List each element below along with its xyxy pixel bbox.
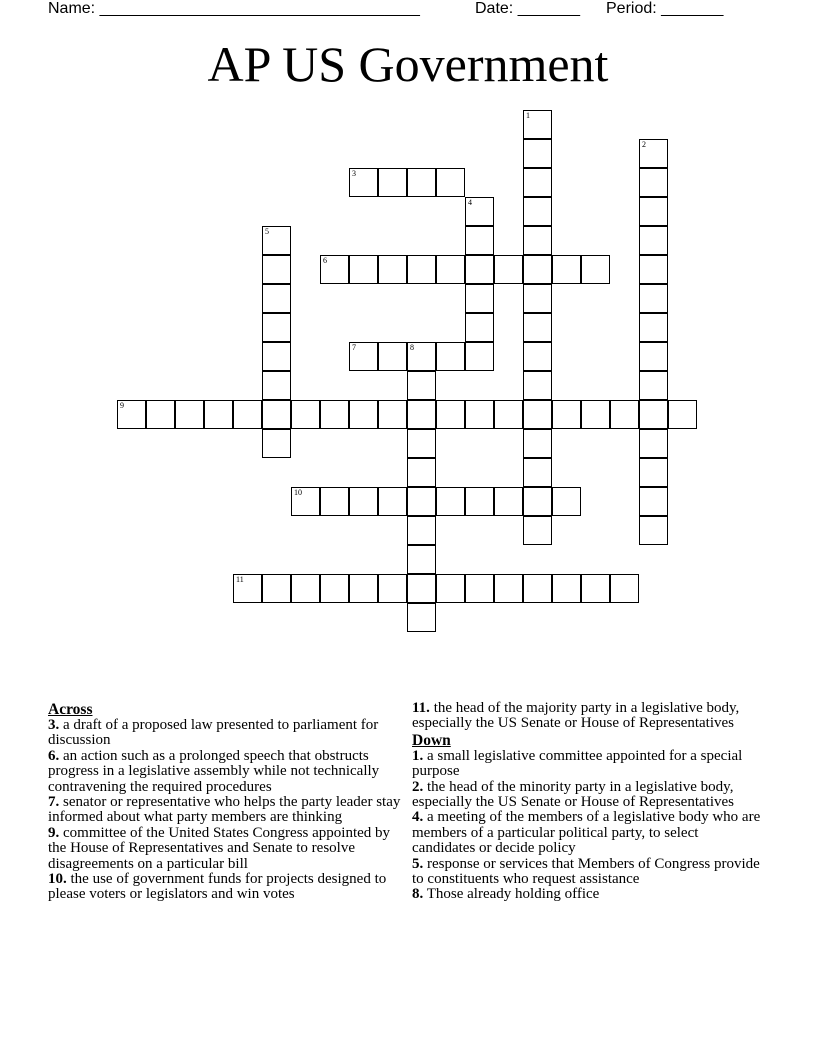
grid-cell[interactable] xyxy=(523,342,552,371)
grid-cell[interactable] xyxy=(291,574,320,603)
grid-cell[interactable] xyxy=(204,400,233,429)
cell-number: 7 xyxy=(352,343,356,352)
clue-text: the head of the minority party in a legislative body, especially the US Senate or House of Representatives xyxy=(412,778,734,811)
clue-text: a small legislative committee appointed for a special purpose xyxy=(412,747,743,780)
grid-cell[interactable] xyxy=(581,574,610,603)
grid-cell[interactable] xyxy=(146,400,175,429)
grid-cell[interactable] xyxy=(407,168,436,197)
across-clue-3 xyxy=(48,718,404,749)
clue-number: 2. xyxy=(412,778,424,795)
across-clue-9 xyxy=(48,826,404,872)
across-clue-10 xyxy=(48,872,404,903)
grid-cell[interactable] xyxy=(175,400,204,429)
across-clue-6 xyxy=(48,749,404,795)
page-title: AP US Government xyxy=(207,36,609,92)
cell-number: 6 xyxy=(323,256,327,265)
grid-cell[interactable] xyxy=(639,429,668,458)
grid-cell[interactable] xyxy=(320,400,349,429)
clue-number: 6. xyxy=(48,747,60,764)
grid-cell[interactable] xyxy=(262,313,291,342)
grid-cell[interactable] xyxy=(639,226,668,255)
cell-number: 8 xyxy=(410,343,414,352)
grid-cell[interactable] xyxy=(291,400,320,429)
grid-cell[interactable] xyxy=(523,168,552,197)
clue-text: senator or representative who helps the party leader stay informed about what party members are thinking xyxy=(48,794,401,826)
clue-number: 10. xyxy=(48,871,67,888)
grid-cell[interactable] xyxy=(523,226,552,255)
clue-number: 11. xyxy=(412,700,430,716)
down-clue-2 xyxy=(412,780,764,811)
grid-cell[interactable] xyxy=(523,516,552,545)
date-field-label: Date: _______ xyxy=(475,0,580,17)
grid-cell[interactable] xyxy=(465,284,494,313)
grid-cell[interactable] xyxy=(117,400,146,429)
across-clue-7 xyxy=(48,795,404,826)
clue-text: response or services that Members of Congress provide to constituents who request assistance xyxy=(412,855,760,888)
grid-cell[interactable] xyxy=(465,313,494,342)
down-heading: Down xyxy=(412,731,451,749)
grid-cell[interactable] xyxy=(552,400,581,429)
clue-number: 5. xyxy=(412,855,424,872)
grid-cell[interactable] xyxy=(668,400,697,429)
grid-cell[interactable] xyxy=(436,574,465,603)
grid-cell[interactable] xyxy=(349,400,378,429)
grid-cell[interactable] xyxy=(523,574,552,603)
grid-cell[interactable] xyxy=(523,400,552,429)
clue-number: 3. xyxy=(48,717,60,733)
grid-cell[interactable] xyxy=(407,342,436,371)
clues-column-right xyxy=(412,701,764,903)
cell-number: 4 xyxy=(468,198,472,207)
clue-text: the head of the majority party in a legislative body, especially the US Senate or House of Representatives xyxy=(412,700,740,732)
clue-number: 8. xyxy=(412,886,424,903)
grid-cell[interactable] xyxy=(233,574,262,603)
grid-cell[interactable] xyxy=(407,255,436,284)
grid-cell[interactable] xyxy=(494,400,523,429)
grid-cell[interactable] xyxy=(552,574,581,603)
grid-cell[interactable] xyxy=(349,487,378,516)
grid-cell[interactable] xyxy=(378,168,407,197)
grid-cell[interactable] xyxy=(320,255,349,284)
grid-cell[interactable] xyxy=(639,313,668,342)
grid-cell[interactable] xyxy=(639,255,668,284)
down-clue-8 xyxy=(412,887,764,902)
grid-cell[interactable] xyxy=(494,487,523,516)
grid-cell[interactable] xyxy=(581,400,610,429)
cell-number: 3 xyxy=(352,169,356,178)
grid-cell[interactable] xyxy=(407,545,436,574)
grid-cell[interactable] xyxy=(494,574,523,603)
grid-cell[interactable] xyxy=(465,255,494,284)
grid-cell[interactable] xyxy=(610,574,639,603)
grid-cell[interactable] xyxy=(610,400,639,429)
down-clue-5 xyxy=(412,857,764,888)
grid-cell[interactable] xyxy=(262,255,291,284)
clue-text: a meeting of the members of a legislative body who are members of a particular political party, to select candidates or decide policy xyxy=(412,809,761,857)
grid-cell[interactable] xyxy=(523,110,552,139)
grid-cell[interactable] xyxy=(378,574,407,603)
grid-cell[interactable] xyxy=(407,574,436,603)
grid-cell[interactable] xyxy=(639,197,668,226)
down-clue-4 xyxy=(412,810,764,856)
grid-cell[interactable] xyxy=(262,429,291,458)
period-field-label: Period: _______ xyxy=(606,0,724,17)
grid-cell[interactable] xyxy=(552,487,581,516)
grid-cell[interactable] xyxy=(320,574,349,603)
cell-number: 2 xyxy=(642,140,646,149)
clue-number: 4. xyxy=(412,809,424,826)
grid-cell[interactable] xyxy=(436,400,465,429)
grid-cell[interactable] xyxy=(262,574,291,603)
across-heading: Across xyxy=(48,701,93,718)
clue-text: Those already holding office xyxy=(426,886,600,903)
grid-cell[interactable] xyxy=(639,168,668,197)
grid-cell[interactable] xyxy=(523,284,552,313)
clue-number: 9. xyxy=(48,824,60,841)
clue-number: 1. xyxy=(412,747,424,764)
grid-cell[interactable] xyxy=(407,458,436,487)
grid-cell[interactable] xyxy=(523,371,552,400)
cell-number: 10 xyxy=(294,488,302,497)
grid-cell[interactable] xyxy=(407,516,436,545)
grid-cell[interactable] xyxy=(407,371,436,400)
grid-cell[interactable] xyxy=(639,400,668,429)
grid-cell[interactable] xyxy=(523,429,552,458)
grid-cell[interactable] xyxy=(552,255,581,284)
grid-cell[interactable] xyxy=(436,255,465,284)
clue-text: committee of the United States Congress appointed by the House of Representatives and Senate to resolve disagreements on a particular bill xyxy=(48,824,391,872)
cell-number: 9 xyxy=(120,401,124,410)
grid-cell[interactable] xyxy=(436,487,465,516)
grid-cell[interactable] xyxy=(523,313,552,342)
grid-cell[interactable] xyxy=(494,255,523,284)
grid-cell[interactable] xyxy=(465,400,494,429)
grid-cell[interactable] xyxy=(291,487,320,516)
grid-cell[interactable] xyxy=(407,603,436,632)
grid-cell[interactable] xyxy=(639,139,668,168)
grid-cell[interactable] xyxy=(639,516,668,545)
grid-cell[interactable] xyxy=(523,458,552,487)
grid-cell[interactable] xyxy=(378,255,407,284)
clues-column-left xyxy=(48,701,404,903)
grid-cell[interactable] xyxy=(378,400,407,429)
grid-cell[interactable] xyxy=(262,371,291,400)
grid-cell[interactable] xyxy=(523,255,552,284)
grid-cell[interactable] xyxy=(262,342,291,371)
cell-number: 11 xyxy=(236,575,244,584)
grid-cell[interactable] xyxy=(465,197,494,226)
clue-number: 7. xyxy=(48,794,60,811)
grid-cell[interactable] xyxy=(436,342,465,371)
grid-cell[interactable] xyxy=(639,284,668,313)
across-clue-11 xyxy=(412,701,764,732)
grid-cell[interactable] xyxy=(523,487,552,516)
clue-text: an action such as a prolonged speech that obstructs progress in a legislative assembly while not technically contravening the required procedures xyxy=(48,747,380,795)
grid-cell[interactable] xyxy=(320,487,349,516)
grid-cell[interactable] xyxy=(465,226,494,255)
grid-cell[interactable] xyxy=(378,487,407,516)
grid-cell[interactable] xyxy=(639,487,668,516)
grid-cell[interactable] xyxy=(262,400,291,429)
down-clue-1 xyxy=(412,749,764,780)
grid-cell[interactable] xyxy=(465,487,494,516)
grid-cell[interactable] xyxy=(233,400,262,429)
grid-cell[interactable] xyxy=(436,168,465,197)
grid-cell[interactable] xyxy=(262,226,291,255)
clue-text: the use of government funds for projects designed to please voters or legislators and win votes xyxy=(48,871,387,903)
cell-number: 5 xyxy=(265,227,269,236)
grid-cell[interactable] xyxy=(349,342,378,371)
grid-cell[interactable] xyxy=(639,371,668,400)
grid-cell[interactable] xyxy=(523,197,552,226)
grid-cell[interactable] xyxy=(349,255,378,284)
grid-cell[interactable] xyxy=(581,255,610,284)
cell-number: 1 xyxy=(526,111,530,120)
grid-cell[interactable] xyxy=(523,139,552,168)
grid-cell[interactable] xyxy=(378,342,407,371)
grid-cell[interactable] xyxy=(407,429,436,458)
clue-text: a draft of a proposed law presented to parliament for discussion xyxy=(48,717,379,749)
grid-cell[interactable] xyxy=(262,284,291,313)
grid-cell[interactable] xyxy=(465,574,494,603)
grid-cell[interactable] xyxy=(407,487,436,516)
grid-cell[interactable] xyxy=(639,458,668,487)
grid-cell[interactable] xyxy=(639,342,668,371)
grid-cell[interactable] xyxy=(349,168,378,197)
grid-cell[interactable] xyxy=(349,574,378,603)
grid-cell[interactable] xyxy=(465,342,494,371)
name-field-label: Name: ____________________________________ xyxy=(48,0,420,17)
grid-cell[interactable] xyxy=(407,400,436,429)
